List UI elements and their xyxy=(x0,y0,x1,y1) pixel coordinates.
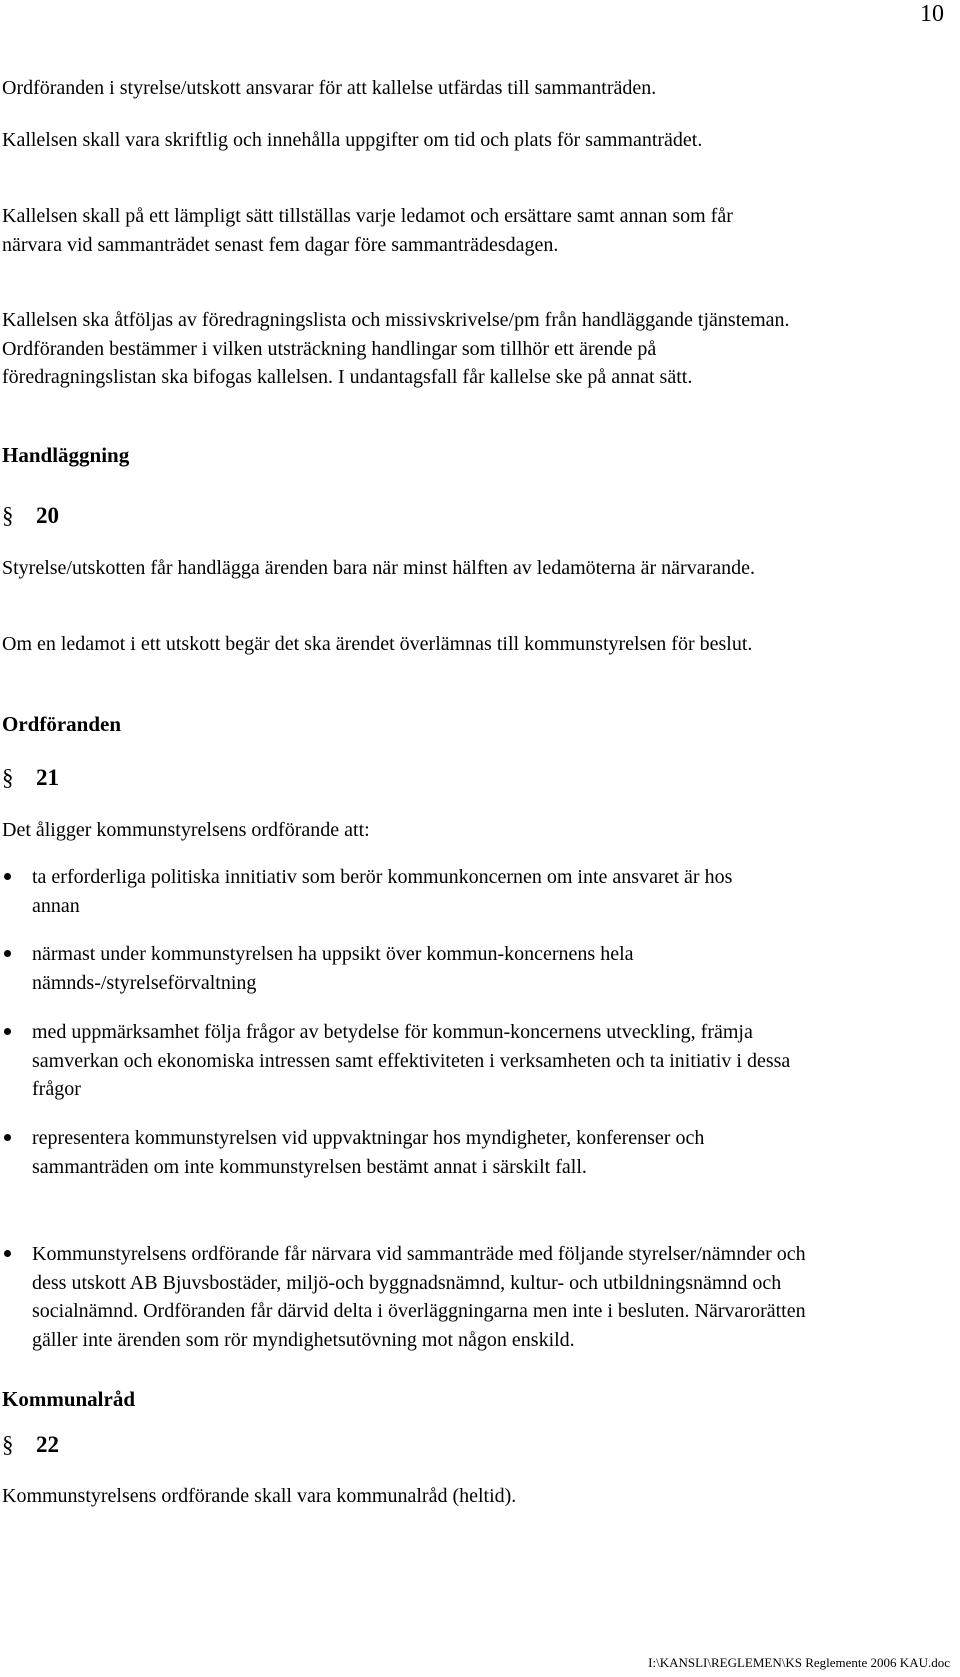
section-number-21: § 21 xyxy=(2,765,59,790)
paragraph-kallelse-skriftlig: Kallelsen skall vara skriftlig och innehålla uppgifter om tid och plats för sammanträdet. xyxy=(2,129,703,151)
list-item xyxy=(2,1240,882,1354)
list-item xyxy=(2,1018,882,1104)
bullet-icon xyxy=(4,1028,11,1035)
bullet-icon xyxy=(4,873,11,880)
list-item-text: Kommunstyrelsens ordförande får närvara vid sammanträde med följande styrelser/nämnder och dess utskott AB Bjuvsbostäder, miljö-och byggnadsnämnd, kultur- och utbildningsnämnd och socialnämnd. Ordföranden får därvid delta i överläggningarna men inte i besluten. Närvarorätten gäller inte ärenden som rör myndighetsutövning mot någon enskild. xyxy=(32,1243,806,1351)
bullet-icon xyxy=(4,1250,11,1257)
list-item-text: med uppmärksamhet följa frågor av betydelse för kommun-koncernens utveckling, främja samverkan och ekonomiska intressen samt effektiviteten i verksamheten och ta initiativ i dessa frågor xyxy=(32,1021,791,1100)
bullet-icon xyxy=(4,950,11,957)
list-item-text: närmast under kommunstyrelsen ha uppsikt över kommun-koncernens hela nämnds-/styrelseförvaltning xyxy=(32,943,634,994)
heading-handlaggning: Handläggning xyxy=(2,443,130,467)
list-item-text: ta erforderliga politiska innitiativ som berör kommunkoncernen om inte ansvaret är hos annan xyxy=(32,866,733,917)
footer-file-path: I:\KANSLI\REGLEMEN\KS Reglemente 2006 KAU.doc xyxy=(648,1655,950,1670)
section-number-22: § 22 xyxy=(2,1432,59,1457)
page-number: 10 xyxy=(920,1,944,27)
list-item xyxy=(2,863,882,920)
paragraph-ordforanden-intro: Det åligger kommunstyrelsens ordförande att: xyxy=(2,819,370,841)
paragraph-handlaggning-overlamnas: Om en ledamot i ett utskott begär det ska ärendet överlämnas till kommunstyrelsen för beslut. xyxy=(2,633,753,655)
list-item xyxy=(2,1124,882,1181)
bullet-icon xyxy=(4,1134,11,1141)
heading-ordforanden: Ordföranden xyxy=(2,712,122,736)
paragraph-kallelse-tillstallas: Kallelsen skall på ett lämpligt sätt tillställas varje ledamot och ersättare samt annan som får närvara vid sammanträdet senast fem dagar före sammanträdesdagen. xyxy=(2,205,733,256)
paragraph-kallelse-ansvar: Ordföranden i styrelse/utskott ansvarar för att kallelse utfärdas till sammanträden. xyxy=(2,77,657,99)
heading-kommunalrad: Kommunalråd xyxy=(2,1387,136,1411)
list-item-text: representera kommunstyrelsen vid uppvaktningar hos myndigheter, konferenser och sammanträden om inte kommunstyrelsen bestämt annat i särskilt fall. xyxy=(32,1127,705,1178)
list-item xyxy=(2,940,882,997)
paragraph-kommunalrad: Kommunstyrelsens ordförande skall vara kommunalråd (heltid). xyxy=(2,1485,517,1507)
paragraph-handlaggning-beslutsfor: Styrelse/utskotten får handlägga ärenden bara när minst hälften av ledamöterna är närvarande. xyxy=(2,557,756,579)
paragraph-kallelse-foredragningslista: Kallelsen ska åtföljas av föredragningslista och missivskrivelse/pm från handläggande tjänsteman. Ordföranden bestämmer i vilken utsträckning handlingar som tillhör ett ärende på föredragningslistan ska bifogas kallelsen. I undantagsfall får kallelse ske på annat sätt. xyxy=(2,309,790,388)
section-number-20: § 20 xyxy=(2,503,59,528)
